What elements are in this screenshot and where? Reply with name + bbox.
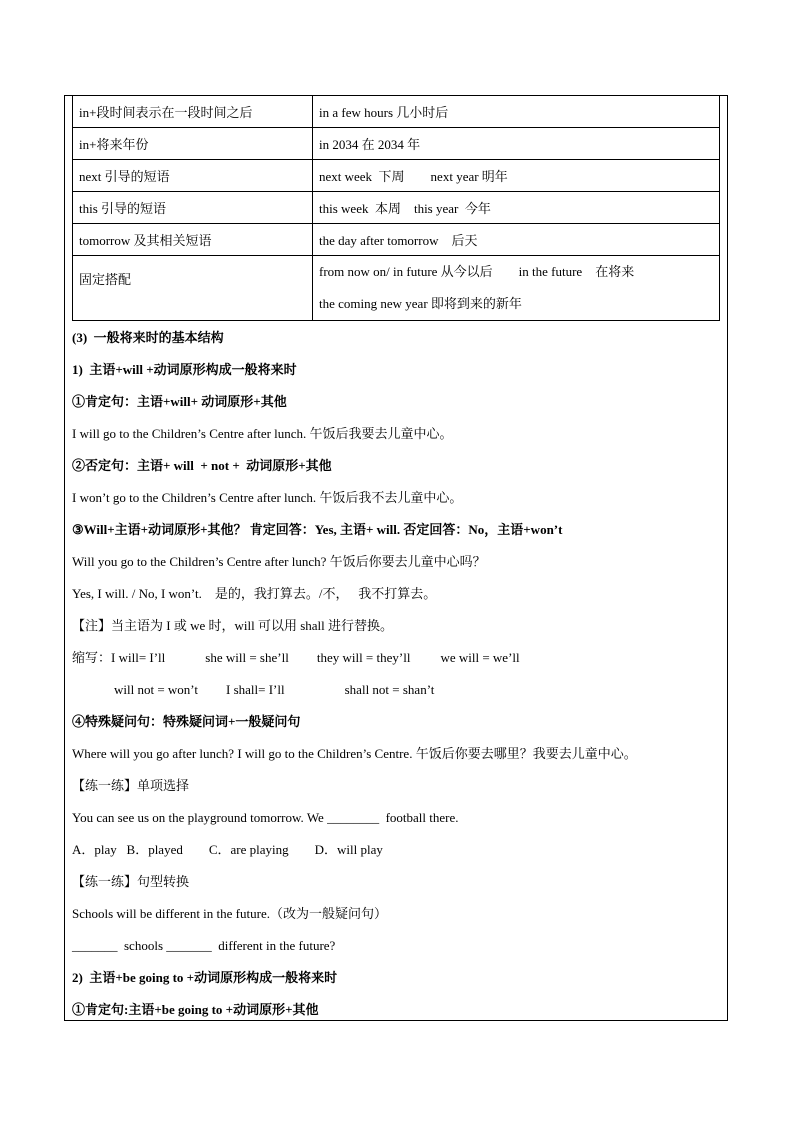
subsection-heading: 1) 主语+will +动词原形构成一般将来时 — [72, 362, 297, 377]
table-cell: this 引导的短语 — [73, 192, 313, 224]
table-cell: in+段时间表示在一段时间之后 — [73, 96, 313, 128]
abbreviation-item: will not = won’t — [114, 682, 199, 697]
practice-title: 【练一练】句型转换 — [72, 874, 190, 889]
table-row — [73, 96, 720, 128]
table-row — [73, 256, 720, 321]
practice-title: 【练一练】单项选择 — [72, 778, 190, 793]
abbreviation-row — [72, 642, 722, 674]
abbreviation-label: 缩写： — [72, 650, 112, 665]
time-expression-table — [72, 95, 720, 321]
abbreviation-item: we will = we’ll — [440, 650, 520, 665]
table-row — [73, 192, 720, 224]
cell-line: the coming new year 即将到来的新年 — [319, 296, 522, 311]
table-cell: this week 本周 this year 今年 — [313, 192, 720, 224]
abbreviation-item: shall not = shan’t — [344, 682, 435, 697]
practice-question: You can see us on the playground tomorrow. We ________ football there. — [72, 810, 459, 825]
table-cell — [313, 256, 720, 321]
abbreviation-row — [72, 674, 722, 706]
affirmative-title: ①肯定句:主语+be going to +动词原形+其他 — [72, 1002, 319, 1017]
example-answer: Yes, I will. / No, I won’t. 是的，我打算去。/不， 我不打算去。 — [72, 586, 437, 601]
example-sentence: I won’t go to the Children’s Centre after lunch. 午饭后我不去儿童中心。 — [72, 490, 463, 505]
note: 【注】当主语为 I 或 we 时，will 可以用 shall 进行替换。 — [72, 618, 394, 633]
subsection-heading: 2) 主语+be going to +动词原形构成一般将来时 — [72, 970, 338, 985]
table-cell: tomorrow 及其相关短语 — [73, 224, 313, 256]
practice-options: A．play B．played C．are playing D．will play — [72, 842, 383, 857]
abbreviation-item: she will = she’ll — [205, 650, 289, 665]
table-cell: in a few hours 几小时后 — [313, 96, 720, 128]
table-cell: 固定搭配 — [73, 256, 313, 321]
example-sentence: I will go to the Children’s Centre after lunch. 午饭后我要去儿童中心。 — [72, 426, 453, 441]
table-cell: next 引导的短语 — [73, 160, 313, 192]
abbreviation-item: they will = they’ll — [316, 650, 411, 665]
example-sentence: Where will you go after lunch? I will go to the Children’s Centre. 午饭后你要去哪里？我要去儿童中心。 — [72, 746, 637, 761]
wh-question-title: ④特殊疑问句：特殊疑问词+一般疑问句 — [72, 714, 301, 729]
abbreviation-item: I will= I’ll — [111, 650, 166, 665]
affirmative-title: ①肯定句：主语+will+ 动词原形+其他 — [72, 394, 287, 409]
table-row — [73, 128, 720, 160]
practice-question: Schools will be different in the future.（改为一般疑问句） — [72, 906, 387, 921]
table-row — [73, 224, 720, 256]
question-title: ③Will+主语+动词原形+其他？ 肯定回答：Yes, 主语+ will. 否定回答：No，主语+won’t — [72, 522, 563, 537]
example-sentence: Will you go to the Children’s Centre after lunch? 午饭后你要去儿童中心吗？ — [72, 554, 486, 569]
table-cell: in+将来年份 — [73, 128, 313, 160]
negative-title: ②否定句：主语+ will + not + 动词原形+其他 — [72, 458, 332, 473]
grammar-content — [72, 322, 722, 1026]
abbreviation-item: I shall= I’ll — [226, 682, 285, 697]
practice-blank: _______ schools _______ different in the future? — [72, 938, 336, 953]
table-row — [73, 160, 720, 192]
cell-line: from now on/ in future 从今以后 in the future 在将来 — [319, 264, 635, 279]
table-cell: the day after tomorrow 后天 — [313, 224, 720, 256]
section-heading: (3) 一般将来时的基本结构 — [72, 330, 224, 345]
table-cell: next week 下周 next year 明年 — [313, 160, 720, 192]
table-cell: in 2034 在 2034 年 — [313, 128, 720, 160]
